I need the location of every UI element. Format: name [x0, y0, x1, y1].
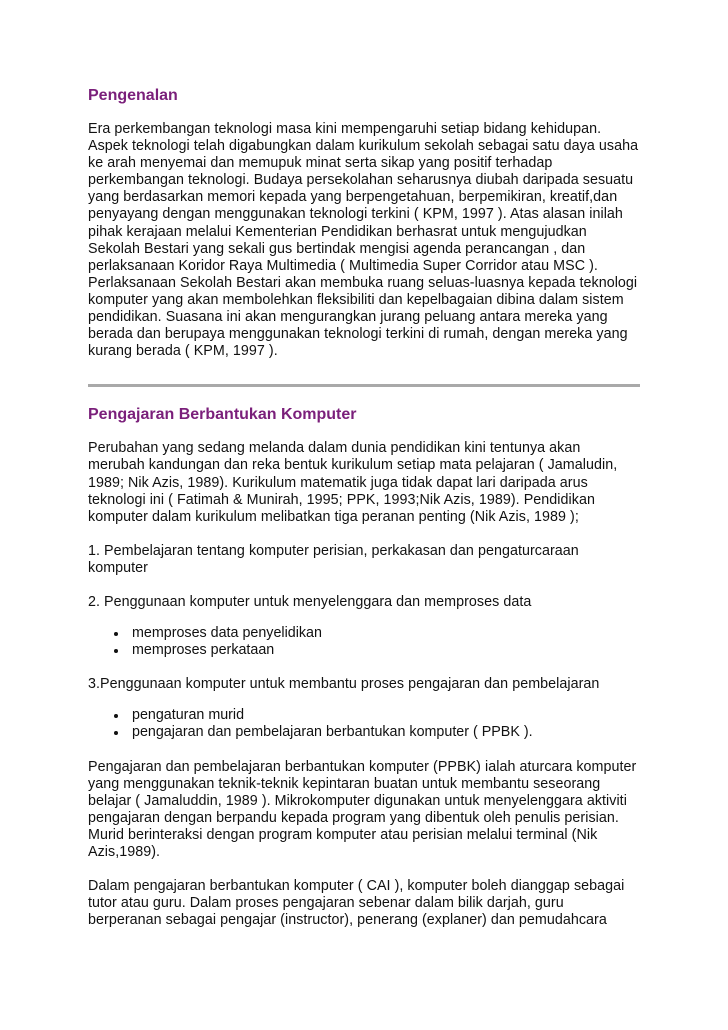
bullet-list-point-3 [88, 707, 640, 741]
section-heading-pbk: Pengajaran Berbantukan Komputer [88, 406, 357, 424]
list-item: pengaturan murid [132, 707, 640, 724]
point-1: 1. Pembelajaran tentang komputer perisian, perkakasan dan pengaturcaraan komputer [88, 542, 579, 576]
point-3: 3.Penggunaan komputer untuk membantu proses pengajaran dan pembelajaran [88, 676, 600, 693]
list-item: pengajaran dan pembelajaran berbantukan komputer ( PPBK ). [132, 724, 640, 741]
paragraph-ppbk: Pengajaran dan pembelajaran berbantukan komputer (PPBK) ialah aturcara komputer yang menggunakan teknik-teknik kepintaran buatan untuk membantu seseorang belajar ( Jamaluddin, 1989 ). Mikrokomputer digunakan untuk menyelenggara aktiviti pengajaran dengan berpandu kepada program yang dibentuk oleh penulis perisian. Murid berinteraksi dengan program komputer atau perisian melalui terminal (Nik Azis,1989). [88, 758, 637, 860]
bullet-list-point-2 [88, 625, 640, 659]
point-2: 2. Penggunaan komputer untuk menyelenggara dan memproses data [88, 593, 532, 610]
section-divider [88, 384, 640, 387]
paragraph-cai: Dalam pengajaran berbantukan komputer ( CAI ), komputer boleh dianggap sebagai tutor atau guru. Dalam proses pengajaran sebenar dalam bilik darjah, guru berperanan sebagai pengajar (instructor), penerang (explaner) dan pemudahcara [88, 878, 625, 929]
section-heading-pengenalan: Pengenalan [88, 87, 178, 104]
list-item: memproses data penyelidikan [132, 625, 640, 642]
document-page [88, 86, 640, 929]
paragraph-pengenalan: Era perkembangan teknologi masa kini mempengaruhi setiap bidang kehidupan. Aspek teknologi telah digabungkan dalam kurikulum sekolah sebagai satu daya usaha ke arah menyemai dan memupuk minat serta sikap yang positif terhadap perkembangan teknologi. Budaya persekolahan seharusnya diubah daripada sesuatu yang berdasarkan memori kepada yang berpengetahuan, berpemikiran, kreatif,dan penyayang dengan menggunakan teknologi terkini ( KPM, 1997 ). Atas alasan inilah pihak kerajaan melalui Kementerian Pendidikan berhasrat untuk mengujudkan Sekolah Bestari yang sekali gus bertindak mengisi agenda perancangan , dan perlaksanaan Koridor Raya Multimedia ( Multimedia Super Corridor atau MSC ). Perlaksanaan Sekolah Bestari akan membuka ruang seluas-luasnya kepada teknologi komputer yang akan membolehkan fleksibiliti dan kepelbagaian dibina dalam sistem pendidikan. Suasana ini akan mengurangkan jurang peluang antara mereka yang berada dan berupaya menggunakan teknologi terkini di rumah, dengan mereka yang kurang berada ( KPM, 1997 ). [88, 121, 639, 360]
list-item: memproses perkataan [132, 642, 640, 659]
paragraph-intro: Perubahan yang sedang melanda dalam dunia pendidikan kini tentunya akan merubah kandungan dan reka bentuk kurikulum setiap mata pelajaran ( Jamaludin, 1989; Nik Azis, 1989). Kurikulum matematik juga tidak dapat lari daripada arus teknologi ini ( Fatimah & Munirah, 1995; PPK, 1993;Nik Azis, 1989). Pendidikan komputer dalam kurikulum melibatkan tiga peranan penting (Nik Azis, 1989 ); [88, 440, 618, 525]
